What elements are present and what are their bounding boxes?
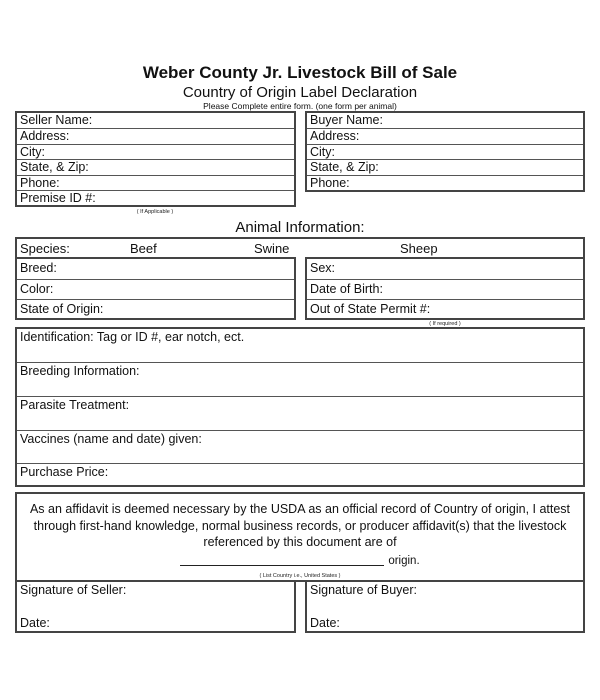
species-row (15, 237, 585, 259)
field-label: Identification: Tag or ID #, ear notch, ect. (20, 330, 245, 344)
date-of-birth-field[interactable] (307, 280, 583, 300)
field-label: Color: (20, 282, 54, 296)
field-label: Parasite Treatment: (20, 398, 130, 412)
species-label: Species: (20, 241, 70, 256)
purchase-price-field[interactable] (17, 464, 583, 486)
species-option-swine[interactable]: Swine (254, 241, 290, 256)
color-field[interactable] (17, 280, 294, 300)
field-label: Breed: (20, 261, 57, 275)
parasite-treatment-field[interactable] (17, 397, 583, 431)
field-label: Seller Name: (20, 113, 93, 127)
field-label: Vaccines (name and date) given: (20, 432, 202, 446)
country-origin-input[interactable] (180, 565, 384, 566)
origin-note: ( List Country i.e., United States ) (259, 573, 341, 579)
animal-left-box (15, 257, 296, 320)
seller-premise-id-field[interactable] (17, 191, 294, 206)
form-subtitle: Country of Origin Label Declaration (182, 84, 418, 101)
buyer-phone-field[interactable] (307, 176, 583, 191)
out-of-state-permit-field[interactable] (307, 300, 583, 320)
field-label: Address: (310, 129, 360, 143)
buyer-state-zip-field[interactable] (307, 160, 583, 176)
sex-field[interactable] (307, 259, 583, 280)
seller-name-field[interactable] (17, 113, 294, 129)
field-label: Phone: (310, 176, 350, 190)
field-label: Premise ID #: (20, 191, 96, 205)
identification-field[interactable] (17, 329, 583, 363)
buyer-signature-field[interactable]: Signature of Buyer: (310, 583, 418, 597)
field-label: State of Origin: (20, 302, 104, 316)
affidavit-box (15, 492, 585, 582)
seller-signature-box (15, 580, 296, 633)
seller-signature-field[interactable]: Signature of Seller: (20, 583, 127, 597)
field-label: Sex: (310, 261, 336, 275)
field-label: Buyer Name: (310, 113, 383, 127)
breed-field[interactable] (17, 259, 294, 280)
form-instructions: Please Complete entire form. (one form per animal) (203, 101, 397, 111)
field-label: Date of Birth: (310, 282, 383, 296)
state-of-origin-field[interactable] (17, 300, 294, 320)
buyer-info-box (305, 111, 585, 192)
animal-info-heading: Animal Information: (235, 219, 365, 236)
field-label: City: (310, 145, 335, 159)
field-label: Phone: (20, 176, 60, 190)
seller-city-field[interactable] (17, 145, 294, 160)
form-title: Weber County Jr. Livestock Bill of Sale (142, 63, 458, 82)
premise-id-note: ( If Applicable ) (136, 209, 174, 215)
seller-address-field[interactable] (17, 129, 294, 145)
animal-details-box (15, 327, 585, 487)
field-label: Out of State Permit #: (310, 302, 431, 316)
field-label: Purchase Price: (20, 465, 109, 479)
field-label: Address: (20, 129, 70, 143)
breeding-info-field[interactable] (17, 363, 583, 397)
species-option-sheep[interactable]: Sheep (400, 241, 438, 256)
seller-state-zip-field[interactable] (17, 160, 294, 176)
affidavit-text: As an affidavit is deemed necessary by the USDA as an official record of Country of origin, I attest through first-hand knowledge, normal business records, or producer affidavit(s) that the livestock referenced by this document are of (29, 502, 571, 549)
buyer-address-field[interactable] (307, 129, 583, 145)
buyer-signature-box (305, 580, 585, 633)
seller-phone-field[interactable] (17, 176, 294, 191)
origin-line (17, 555, 583, 567)
animal-right-box (305, 257, 585, 320)
origin-suffix: origin. (388, 555, 420, 567)
buyer-city-field[interactable] (307, 145, 583, 160)
field-label: State, & Zip: (20, 160, 89, 174)
field-label: City: (20, 145, 45, 159)
seller-date-field[interactable]: Date: (20, 616, 50, 630)
vaccines-field[interactable] (17, 431, 583, 464)
field-label: Breeding Information: (20, 364, 140, 378)
species-option-beef[interactable]: Beef (130, 241, 157, 256)
field-label: State, & Zip: (310, 160, 379, 174)
seller-info-box (15, 111, 296, 207)
permit-note: ( If required ) (429, 321, 461, 327)
buyer-name-field[interactable] (307, 113, 583, 129)
buyer-date-field[interactable]: Date: (310, 616, 340, 630)
